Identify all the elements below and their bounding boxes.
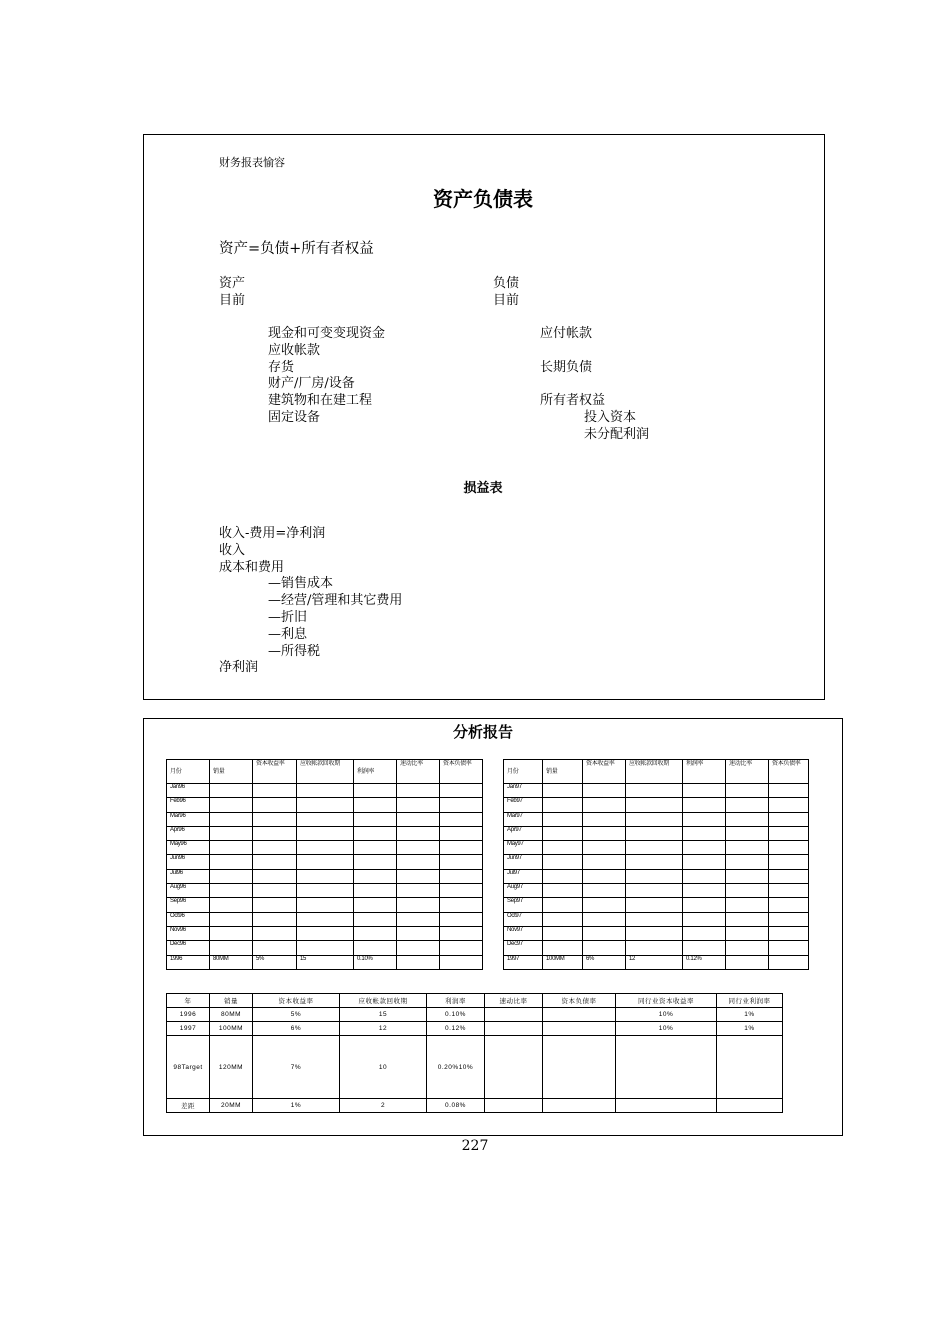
- cell: 5%: [253, 1008, 340, 1022]
- summary-cell: 1996: [167, 955, 210, 969]
- cell: 0.12%: [427, 1022, 485, 1036]
- month-cell: Feb96: [167, 798, 210, 812]
- table-row: [167, 1036, 783, 1099]
- cost-item: —折旧: [268, 609, 308, 625]
- table-row: [167, 1008, 783, 1022]
- month-cell: Mar97: [504, 812, 543, 826]
- cell: [543, 1099, 616, 1113]
- month-cell: May96: [167, 841, 210, 855]
- summary-cell: [769, 955, 809, 969]
- summary-cell: 0.12%: [683, 955, 726, 969]
- header-cell: 应收帐款回收期: [340, 994, 427, 1008]
- cost-item: —销售成本: [268, 576, 334, 592]
- cell: [485, 1099, 543, 1113]
- cell: 7%: [253, 1036, 340, 1099]
- month-cell: Jul97: [504, 869, 543, 883]
- net-income-label: 净利润: [219, 660, 259, 676]
- month-cell: Jan96: [167, 784, 210, 798]
- cell: 1996: [167, 1008, 210, 1022]
- costs-label: 成本和费用: [219, 559, 285, 575]
- cost-item: —经营/管理和其它费用: [268, 593, 403, 609]
- header-cell: 利润率: [683, 760, 726, 784]
- table-row: [504, 798, 809, 812]
- equity-item: 投入资本: [584, 409, 637, 425]
- income-statement-title: 损益表: [463, 481, 503, 496]
- cell: [543, 1036, 616, 1099]
- cell: 差距: [167, 1099, 210, 1113]
- header-cell: 速动比率: [726, 760, 769, 784]
- analysis-title: 分析报告: [452, 723, 513, 741]
- summary-cell: 1997: [504, 955, 543, 969]
- monthly-table-1996: [166, 759, 483, 970]
- cell: [485, 1022, 543, 1036]
- balance-sheet-title: 资产负债表: [433, 187, 533, 211]
- revenue-label: 收入: [219, 542, 246, 558]
- asset-item: 财产/厂房/设备: [268, 376, 355, 392]
- asset-item: 固定设备: [268, 409, 321, 425]
- table-row: [504, 841, 809, 855]
- month-cell: Dec97: [504, 941, 543, 955]
- table-row: [504, 926, 809, 940]
- month-cell: May97: [504, 841, 543, 855]
- header-cell: 资本负债率: [440, 760, 483, 784]
- header-cell: 资本收益率: [253, 994, 340, 1008]
- cost-item: —利息: [268, 626, 308, 642]
- header-cell: 资本收益率: [253, 760, 297, 784]
- asset-item: 建筑物和在建工程: [268, 393, 373, 409]
- cell: 80MM: [210, 1008, 253, 1022]
- assets-label: 资产: [219, 276, 246, 291]
- table-header-row: [504, 760, 809, 784]
- header-cell: 资本负债率: [769, 760, 809, 784]
- month-cell: Dec96: [167, 941, 210, 955]
- summary-cell: 0.10%: [354, 955, 397, 969]
- header-cell: 销量: [210, 760, 253, 784]
- table-row: [504, 812, 809, 826]
- header-cell: 速动比率: [485, 994, 543, 1008]
- month-cell: Nov97: [504, 926, 543, 940]
- asset-item: 存货: [268, 359, 295, 375]
- table-row: [167, 926, 483, 940]
- summary-cell: 15: [297, 955, 354, 969]
- summary-row: [167, 955, 483, 969]
- cell: 1997: [167, 1022, 210, 1036]
- cell: 100MM: [210, 1022, 253, 1036]
- cell: 98Target: [167, 1036, 210, 1099]
- header-cell: 销量: [210, 994, 253, 1008]
- month-cell: Sep96: [167, 898, 210, 912]
- month-cell: Apr96: [167, 826, 210, 840]
- long-term-debt-label: 长期负债: [540, 359, 593, 375]
- assets-heading: [219, 276, 245, 310]
- header-cell: 应收帐款回收期: [297, 760, 354, 784]
- summary-cell: [440, 955, 483, 969]
- month-cell: Mar96: [167, 812, 210, 826]
- header-cell: 应收帐款回收期: [626, 760, 683, 784]
- table-row: [167, 869, 483, 883]
- table-row: [504, 884, 809, 898]
- header-cell: 利润率: [427, 994, 485, 1008]
- month-cell: Oct97: [504, 912, 543, 926]
- summary-cell: [726, 955, 769, 969]
- cell: [543, 1022, 616, 1036]
- month-cell: Jun97: [504, 855, 543, 869]
- month-cell: Jun96: [167, 855, 210, 869]
- cell: [543, 1008, 616, 1022]
- summary-cell: 100MM: [543, 955, 583, 969]
- summary-cell: 80MM: [210, 955, 253, 969]
- month-cell: Nov96: [167, 926, 210, 940]
- header-cell: 资本收益率: [583, 760, 626, 784]
- cell: 0.10%: [427, 1008, 485, 1022]
- cell: 1%: [717, 1022, 783, 1036]
- header-cell: 同行业利润率: [717, 994, 783, 1008]
- cell: [616, 1036, 717, 1099]
- cell: [485, 1008, 543, 1022]
- balance-equation: 资产=负债+所有者权益: [219, 241, 374, 257]
- table-row: [504, 912, 809, 926]
- summary-cell: 5%: [253, 955, 297, 969]
- month-cell: Feb97: [504, 798, 543, 812]
- table-row: [167, 912, 483, 926]
- liabilities-label: 负债: [493, 276, 520, 291]
- cell: [717, 1036, 783, 1099]
- cell: 20MM: [210, 1099, 253, 1113]
- income-statement-list: [219, 526, 402, 677]
- cell: [717, 1099, 783, 1113]
- asset-item: 应收帐款: [268, 342, 321, 358]
- month-cell: Jan97: [504, 784, 543, 798]
- table-row: [504, 826, 809, 840]
- cell: 10%: [616, 1022, 717, 1036]
- summary-cell: [397, 955, 440, 969]
- table-row: [504, 784, 809, 798]
- header-cell: 速动比率: [397, 760, 440, 784]
- header-text: 财务报表愉容: [219, 156, 285, 169]
- cell: [485, 1036, 543, 1099]
- header-cell: 年: [167, 994, 210, 1008]
- table-row: [167, 841, 483, 855]
- header-cell: 销量: [543, 760, 583, 784]
- table-row: [167, 941, 483, 955]
- cost-item: —所得税: [268, 643, 321, 659]
- table-row: [167, 826, 483, 840]
- assets-current-label: 目前: [219, 292, 246, 308]
- month-cell: Jul96: [167, 869, 210, 883]
- month-cell: Apr97: [504, 826, 543, 840]
- table-row: [167, 884, 483, 898]
- table-row: [167, 798, 483, 812]
- equity-label: 所有者权益: [540, 393, 606, 409]
- cell: 15: [340, 1008, 427, 1022]
- summary-cell: 6%: [583, 955, 626, 969]
- table-row: [167, 784, 483, 798]
- table-row: [504, 869, 809, 883]
- income-equation: 收入-费用=净利润: [219, 526, 326, 541]
- table-row: [167, 1099, 783, 1113]
- summary-cell: 12: [626, 955, 683, 969]
- page-number: 227: [461, 1138, 489, 1154]
- cell: [616, 1099, 717, 1113]
- month-cell: Aug96: [167, 884, 210, 898]
- cell: 1%: [253, 1099, 340, 1113]
- monthly-table-1997: [503, 759, 809, 970]
- comparison-header-row: [167, 994, 783, 1008]
- table-row: [504, 941, 809, 955]
- liabilities-items-list: [540, 326, 649, 444]
- cell: 2: [340, 1099, 427, 1113]
- month-cell: Oct96: [167, 912, 210, 926]
- asset-items-list: [268, 326, 385, 427]
- cell: 120MM: [210, 1036, 253, 1099]
- header-cell: 利润率: [354, 760, 397, 784]
- table-row: [504, 855, 809, 869]
- table-row: [167, 812, 483, 826]
- header-cell: 月份: [167, 760, 210, 784]
- table-row: [167, 855, 483, 869]
- payables-label: 应付帐款: [540, 326, 593, 341]
- equity-item: 未分配利润: [584, 426, 650, 442]
- cell: 10: [340, 1036, 427, 1099]
- cell: 6%: [253, 1022, 340, 1036]
- header-cell: 月份: [504, 760, 543, 784]
- asset-item: 现金和可变变现资金: [268, 326, 386, 341]
- cell: 10%: [616, 1008, 717, 1022]
- header-cell: 同行业资本收益率: [616, 994, 717, 1008]
- comparison-table: [166, 993, 783, 1113]
- month-cell: Aug97: [504, 884, 543, 898]
- liabilities-current-label: 目前: [493, 292, 520, 308]
- table-header-row: [167, 760, 483, 784]
- cell: 1%: [717, 1008, 783, 1022]
- month-cell: Sep97: [504, 898, 543, 912]
- cell: 12: [340, 1022, 427, 1036]
- cell: 0.08%: [427, 1099, 485, 1113]
- table-row: [504, 898, 809, 912]
- header-cell: 资本负债率: [543, 994, 616, 1008]
- table-row: [167, 1022, 783, 1036]
- table-row: [167, 898, 483, 912]
- cell: 0.20%10%: [427, 1036, 485, 1099]
- summary-row: [504, 955, 809, 969]
- liabilities-heading: [493, 276, 519, 310]
